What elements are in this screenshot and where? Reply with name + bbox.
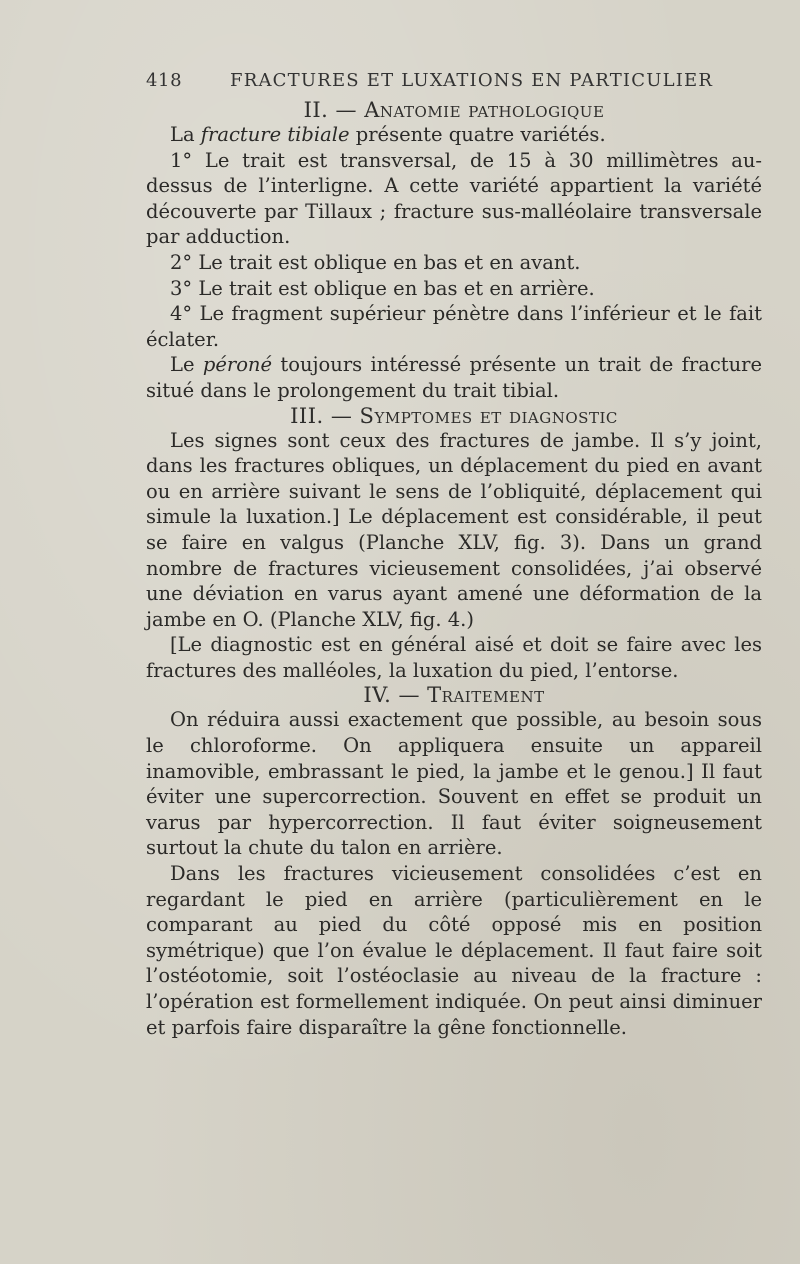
emphasis-term: péroné (202, 353, 273, 377)
section-heading-anatomie: II. — Anatomie pathologique (303, 98, 605, 122)
paragraph: [Le diagnostic est en général aisé et doit se faire avec les fractures des malléoles, la luxation du pied, l’entorse. (146, 633, 762, 682)
running-title: FRACTURES ET LUXATIONS EN PARTICULIER (230, 70, 714, 91)
section-heading-traitement: IV. — Traitement (363, 683, 545, 708)
paragraph: Le péroné toujours intéressé présente un trait de fracture situé dans le prolongement du trait tibial. (146, 353, 762, 402)
paragraph: 1° Le trait est transversal, de 15 à 30 millimètres au-dessus de l’interligne. A cette variété appartient la variété découverte par Tillaux ; fracture sus-malléolaire transversale par adduction. (146, 148, 762, 249)
page-number: 418 (146, 70, 183, 91)
paragraph: La fracture tibiale présente quatre variétés. (170, 123, 606, 146)
book-page (146, 70, 762, 1040)
running-head (146, 70, 762, 98)
section-heading-symptomes: III. — Symptomes et diagnostic (290, 403, 618, 428)
paragraph: 2° Le trait est oblique en bas et en avant. (170, 250, 581, 274)
paragraph: 3° Le trait est oblique en bas et en arrière. (170, 276, 595, 300)
paragraph: 4° Le fragment supérieur pénètre dans l’inférieur et le fait éclater. (146, 302, 762, 351)
paragraph: Les signes sont ceux des fractures de jambe. Il s’y joint, dans les fractures obliques, un déplacement du pied en avant ou en arrière suivant le sens de l’obliquité, déplacement qui simule la luxation.] Le déplacement est considérable, il peut se faire en valgus (Planche XLV, fig. 3). Dans un grand nombre de fractures vicieusement consolidées, j’ai observé une déviation en varus ayant amené une déformation de la jambe en O. (Planche XLV, fig. 4.) (146, 428, 762, 631)
emphasis-term: fracture tibiale (200, 123, 350, 146)
paragraph: On réduira aussi exactement que possible, au besoin sous le chloroforme. On appliquera ensuite un appareil inamovible, embrassant le pied, la jambe et le genou.] Il faut éviter une supercorrection. Souvent en effet se produit un varus par hypercorrection. Il faut éviter soigneusement surtout la chute du talon en arrière. (146, 708, 762, 860)
paragraph: Dans les fractures vicieusement consolidées c’est en regardant le pied en arrière (particulièrement en le comparant au pied du côté opposé mis en position symétrique) que l’on évalue le déplacement. Il faut faire soit l’ostéotomie, soit l’ostéoclasie au niveau de la fracture : l’opération est formellement indiquée. On peut ainsi diminuer et parfois faire disparaître la gêne fonctionnelle. (146, 862, 762, 1039)
